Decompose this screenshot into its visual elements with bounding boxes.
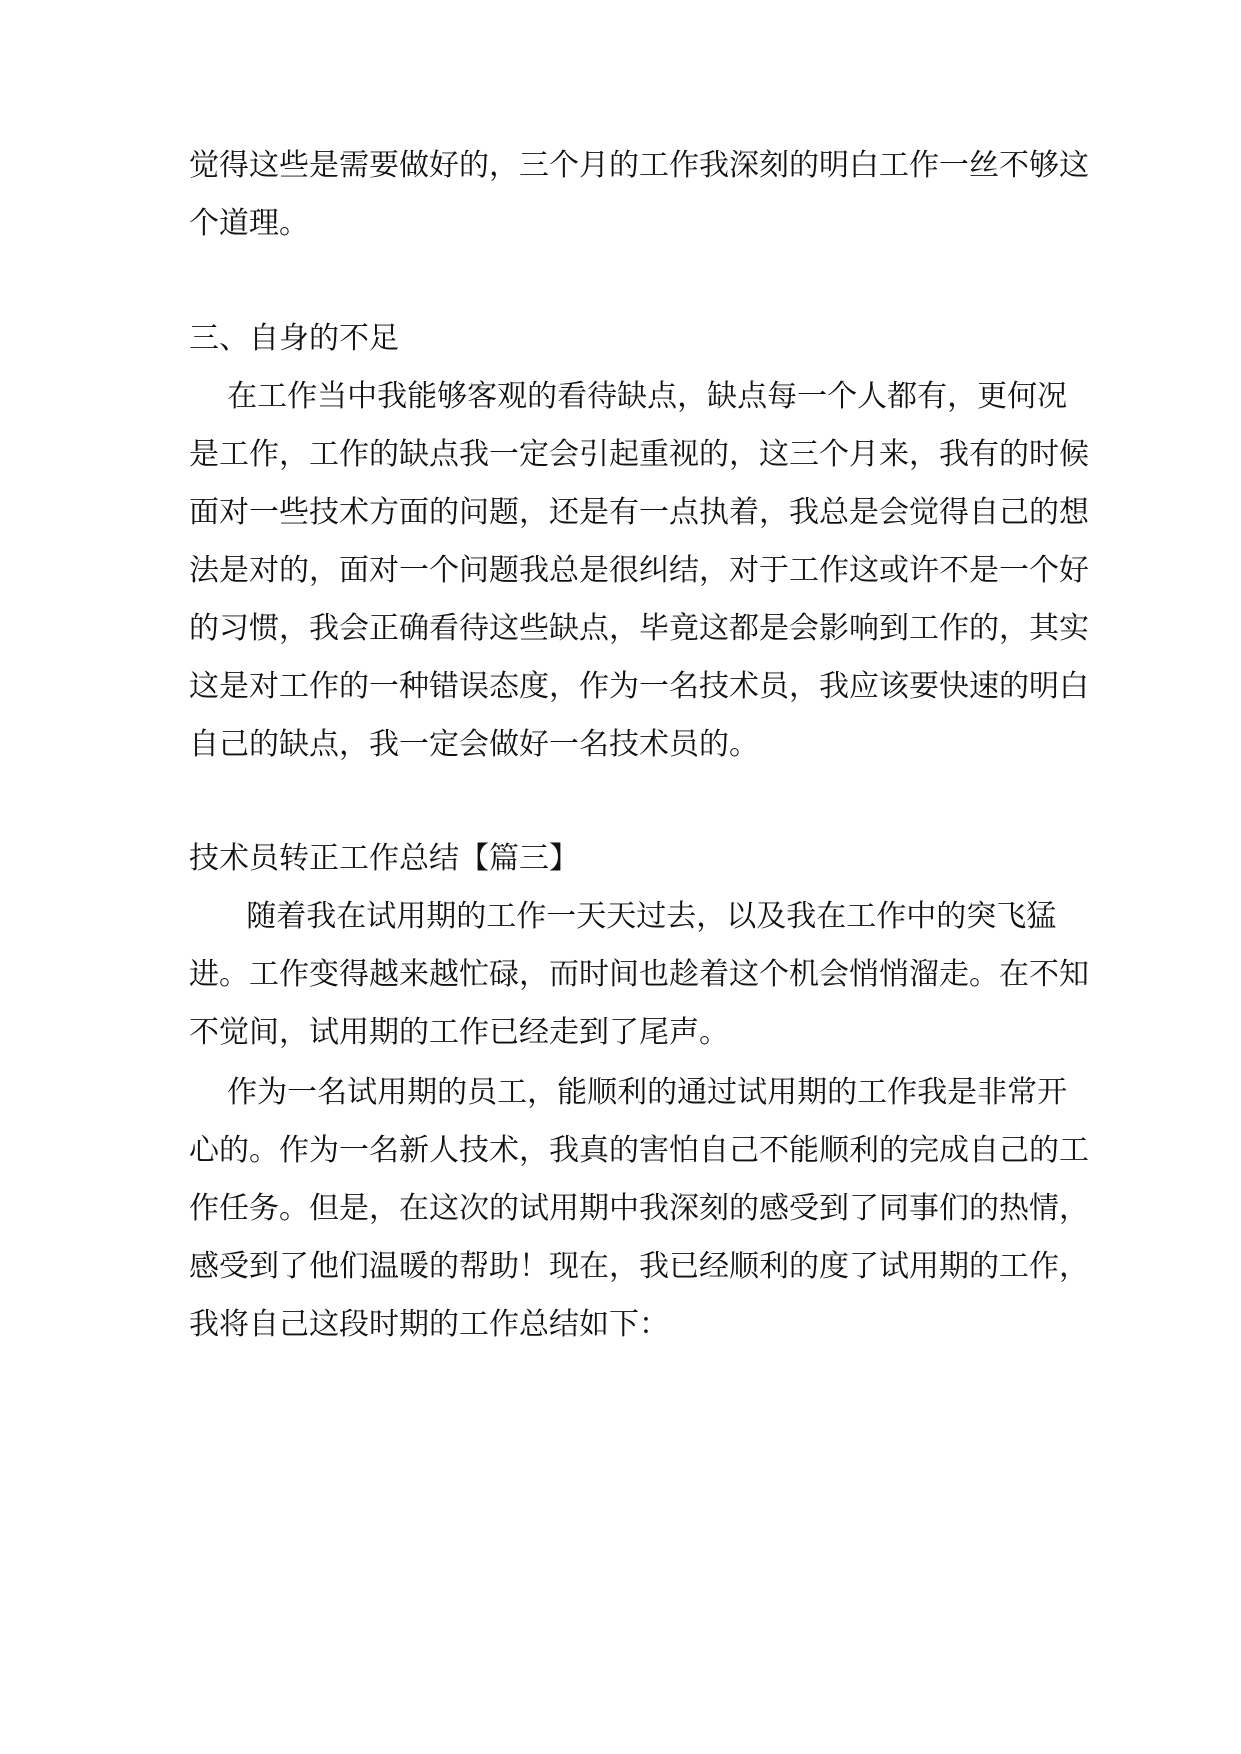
paragraph-line: 在工作当中我能够客观的看待缺点，缺点每一个人都有，更何况 — [189, 379, 1068, 414]
paragraph-line: 自己的缺点，我一定会做好一名技术员的。 — [189, 727, 759, 762]
paragraph-line: 感受到了他们温暖的帮助！现在，我已经顺利的度了试用期的工作， — [189, 1249, 1089, 1284]
section-heading: 三、自身的不足 — [189, 321, 399, 356]
article-title: 技术员转正工作总结【篇三】 — [189, 841, 579, 876]
paragraph-line: 心的。作为一名新人技术，我真的害怕自己不能顺利的完成自己的工 — [189, 1133, 1089, 1168]
paragraph-line: 觉得这些是需要做好的，三个月的工作我深刻的明白工作一丝不够这 — [189, 148, 1089, 183]
paragraph-line: 我将自己这段时期的工作总结如下： — [189, 1307, 669, 1342]
paragraph-line: 随着我在试用期的工作一天天过去，以及我在工作中的突飞猛 — [189, 899, 1057, 934]
paragraph-line: 这是对工作的一种错误态度，作为一名技术员，我应该要快速的明白 — [189, 669, 1089, 704]
paragraph-line: 不觉间，试用期的工作已经走到了尾声。 — [189, 1015, 729, 1050]
paragraph-line: 的习惯，我会正确看待这些缺点，毕竟这都是会影响到工作的，其实 — [189, 611, 1089, 646]
paragraph-line: 是工作，工作的缺点我一定会引起重视的，这三个月来，我有的时候 — [189, 437, 1089, 472]
paragraph-line: 法是对的，面对一个问题我总是很纠结，对于工作这或许不是一个好 — [189, 553, 1089, 588]
paragraph-line: 个道理。 — [189, 206, 309, 241]
paragraph-line: 作任务。但是，在这次的试用期中我深刻的感受到了同事们的热情， — [189, 1191, 1089, 1226]
paragraph-line: 面对一些技术方面的问题，还是有一点执着，我总是会觉得自己的想 — [189, 495, 1089, 530]
paragraph-line: 进。工作变得越来越忙碌，而时间也趁着这个机会悄悄溜走。在不知 — [189, 957, 1089, 992]
paragraph-line: 作为一名试用期的员工，能顺利的通过试用期的工作我是非常开 — [189, 1075, 1068, 1110]
